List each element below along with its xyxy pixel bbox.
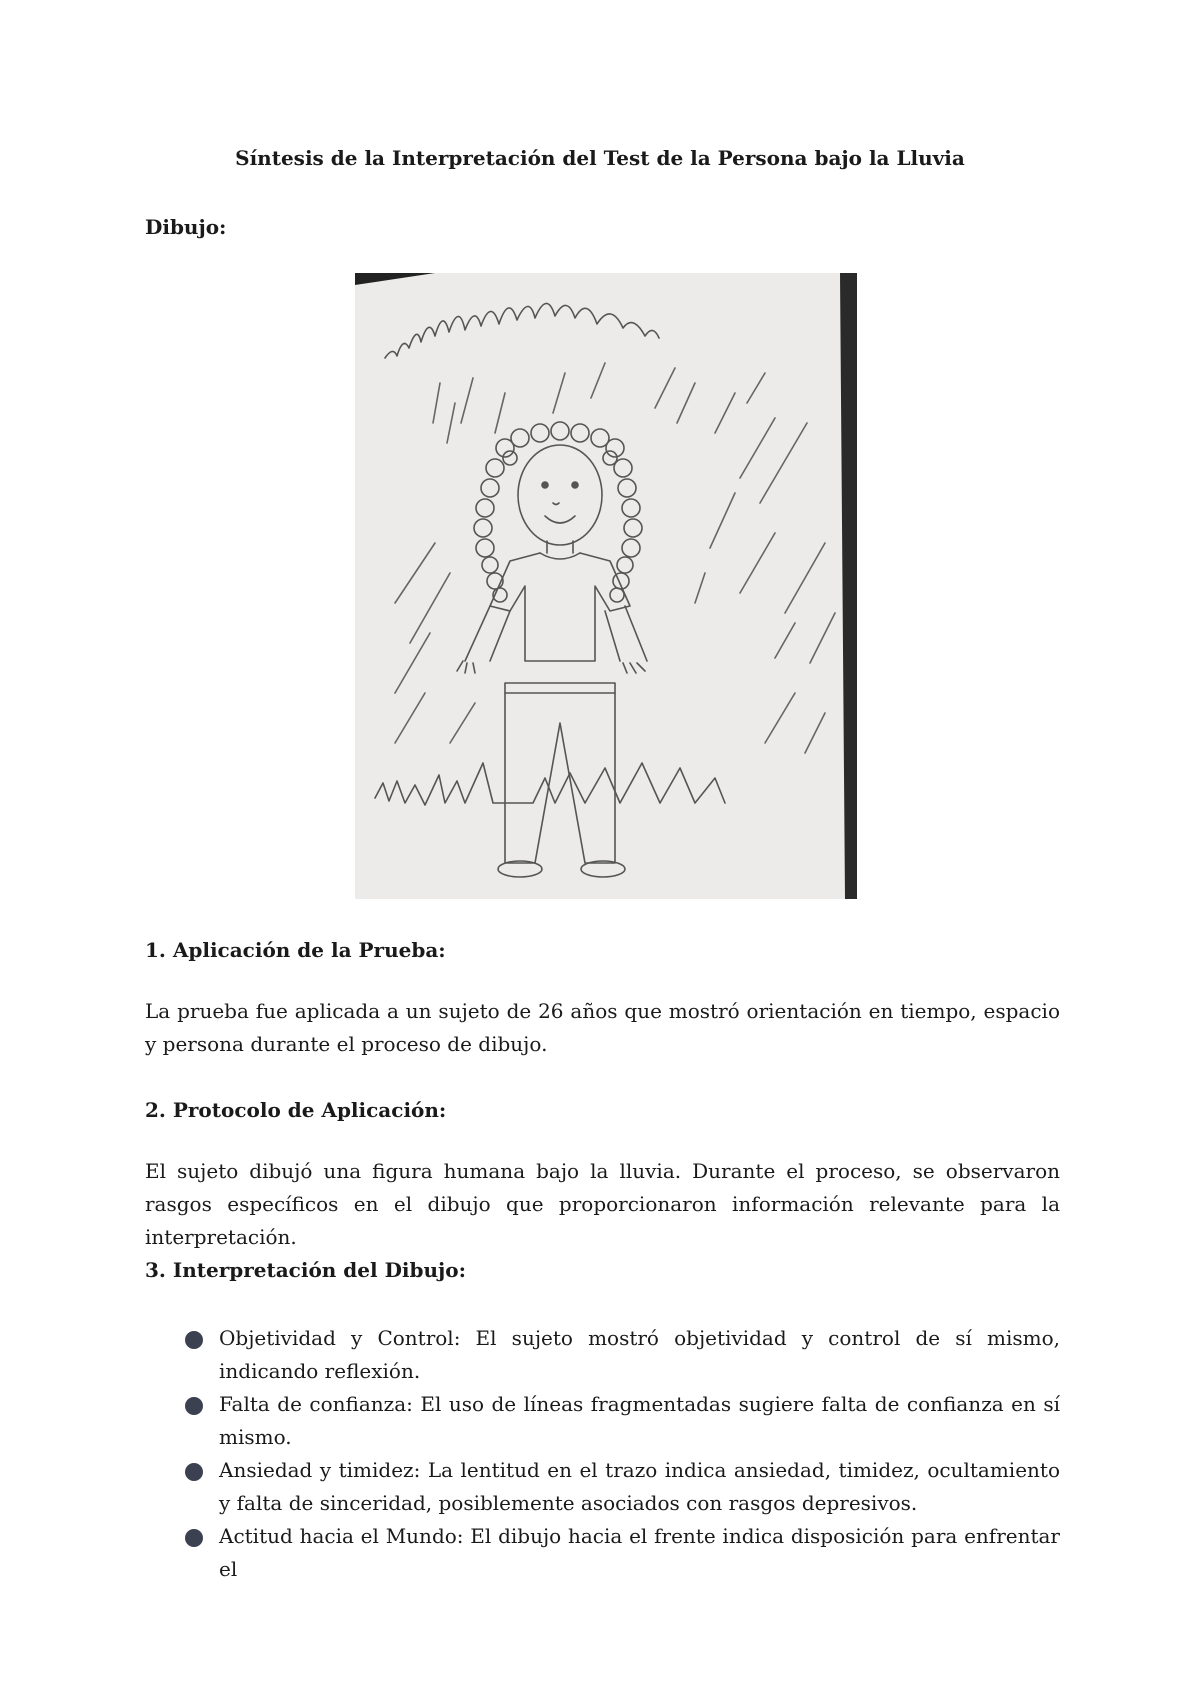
bullet-dot-icon [185,1331,203,1349]
bullet-dot-icon [185,1529,203,1547]
list-item-text: Ansiedad y timidez: La lentitud en el trazo indica ansiedad, timidez, ocultamiento y falta de sinceridad, posiblemente asociados con rasgos depresivos. [219,1458,1060,1515]
list-item-text: Objetividad y Control: El sujeto mostró objetividad y control de sí mismo, indicando reflexión. [219,1326,1060,1383]
section-2-heading: 2. Protocolo de Aplicación: [145,1098,447,1122]
bullet-dot-icon [185,1463,203,1481]
document-title: Síntesis de la Interpretación del Test de la Persona bajo la Lluvia [235,146,965,170]
section-1-heading: 1. Aplicación de la Prueba: [145,938,446,962]
interpretation-list [145,1322,1060,1586]
person-in-rain-drawing [355,273,857,899]
list-item [145,1322,1060,1388]
drawing-label: Dibujo: [145,215,227,239]
list-item [145,1520,1060,1586]
section-1-body: La prueba fue aplicada a un sujeto de 26 años que mostró orientación en tiempo, espacio y persona durante el proceso de dibujo. [145,999,1060,1056]
bullet-dot-icon [185,1397,203,1415]
list-item [145,1388,1060,1454]
section-2-body: El sujeto dibujó una figura humana bajo la lluvia. Durante el proceso, se observaron rasgos específicos en el dibujo que proporcionaron información relevante para la interpretación. [145,1159,1060,1249]
section-3-heading: 3. Interpretación del Dibujo: [145,1258,466,1282]
list-item [145,1454,1060,1520]
list-item-text: Falta de confianza: El uso de líneas fragmentadas sugiere falta de confianza en sí mismo. [219,1392,1060,1449]
list-item-text: Actitud hacia el Mundo: El dibujo hacia el frente indica disposición para enfrentar el [219,1524,1060,1581]
